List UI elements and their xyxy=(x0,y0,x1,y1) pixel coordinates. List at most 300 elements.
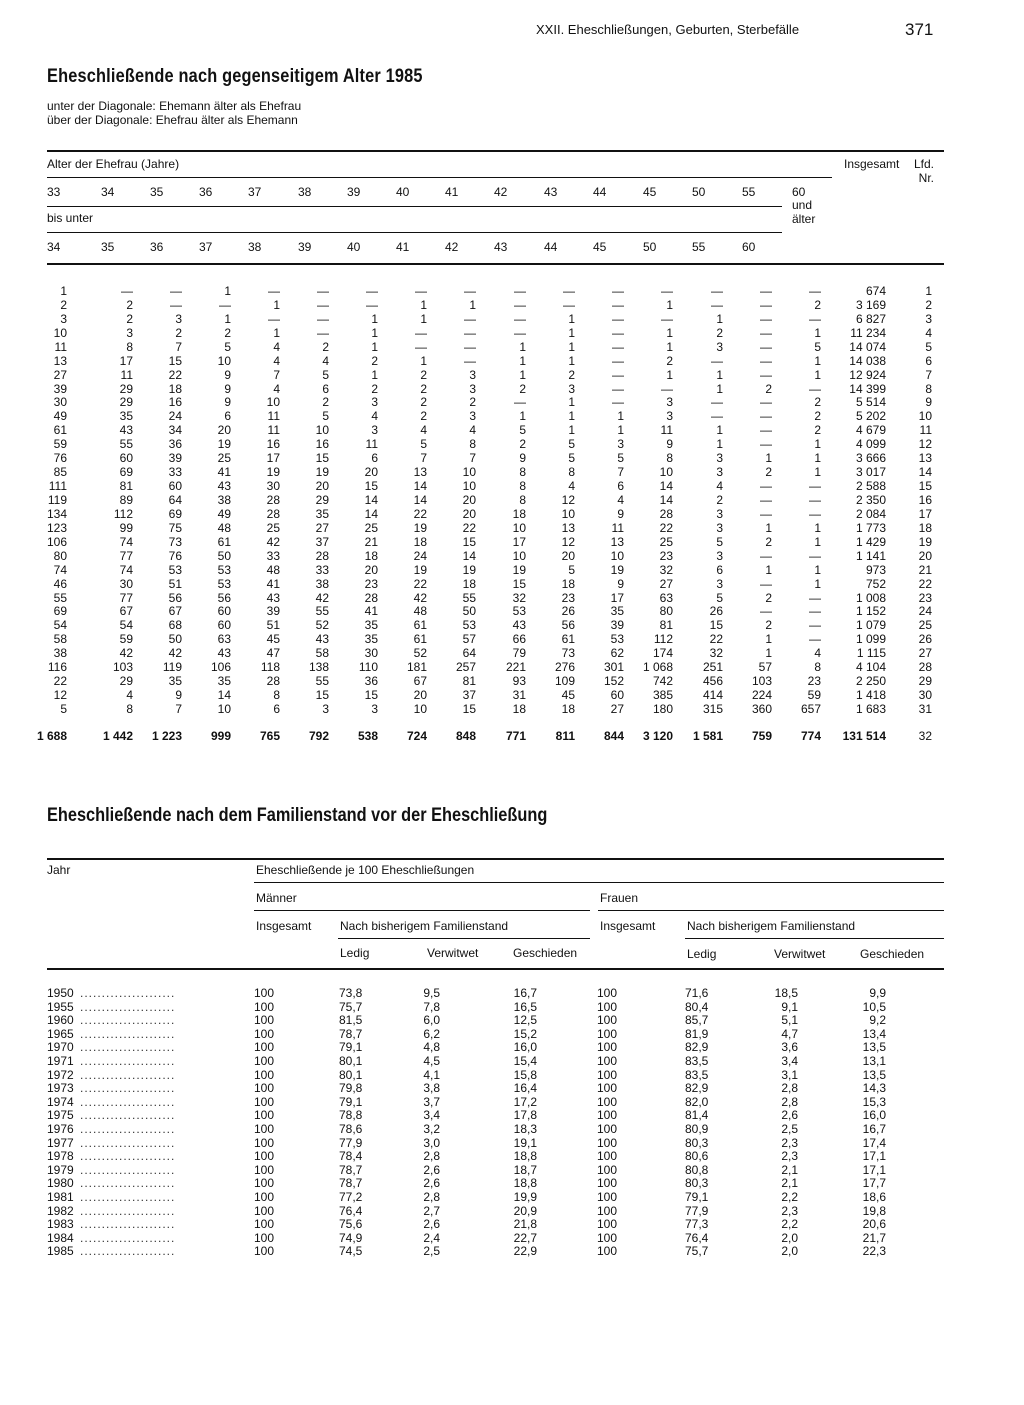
table2-cell: 80,1 xyxy=(339,1067,363,1082)
running-title: XXII. Eheschließungen, Geburten, Sterbefälle xyxy=(536,22,800,37)
table-cell: 181 xyxy=(406,660,427,675)
table-cell: — xyxy=(563,297,575,312)
table-cell: 4 xyxy=(617,492,624,507)
leader-dots: ...................... xyxy=(80,1190,176,1204)
table-cell: 23 xyxy=(364,576,378,591)
table-cell: — xyxy=(514,297,526,312)
table-cell: 1 xyxy=(716,437,723,452)
table-cell: 17 xyxy=(266,451,280,466)
t2-header-m-geschieden: Geschieden xyxy=(513,946,578,960)
table-cell: 43 xyxy=(217,646,231,661)
leader-dots: ...................... xyxy=(80,1108,176,1123)
table2-cell: 2,3 xyxy=(781,1203,798,1218)
table2-cell: 2,1 xyxy=(781,1176,798,1191)
table-cell: 2 xyxy=(765,381,772,396)
table-cell: 42 xyxy=(119,646,133,661)
table2-cell: 100 xyxy=(597,1067,618,1082)
table-cell: 24 xyxy=(168,409,182,424)
table-cell: 32 xyxy=(512,590,526,605)
table-cell: 61 xyxy=(561,632,575,647)
table-cell: 5 xyxy=(814,339,821,354)
table-cell: 10 xyxy=(512,548,526,563)
t2-header-m-ledig: Ledig xyxy=(340,946,370,960)
table-cell: 28 xyxy=(315,548,329,563)
table2-cell: 20,6 xyxy=(862,1217,886,1232)
table-row xyxy=(0,618,1024,632)
table-cell: 47 xyxy=(266,646,280,661)
table-cell: 1 xyxy=(568,353,575,368)
table-cell: 4 xyxy=(469,423,476,438)
table-cell: 69 xyxy=(168,506,182,521)
table-cell: — xyxy=(760,353,772,368)
table-cell: 257 xyxy=(455,660,476,675)
table-cell: 42 xyxy=(315,590,329,605)
table-cell: 20 xyxy=(364,465,378,480)
table2-cell: 100 xyxy=(597,1135,618,1150)
table-cell: 4 xyxy=(322,353,329,368)
table-cell: 1 xyxy=(765,646,772,661)
table-cell: 43 xyxy=(266,590,280,605)
table-cell: 11 xyxy=(54,339,67,354)
total-cell: 765 xyxy=(259,729,280,743)
table2-cell: 100 xyxy=(597,1190,618,1204)
table-row xyxy=(0,340,1024,354)
table-cell: — xyxy=(415,284,427,298)
leader-dots: ...................... xyxy=(80,1067,176,1082)
total-cell: 1 223 xyxy=(151,729,182,743)
table-cell: 2 xyxy=(814,297,821,312)
year-cell: 1960 xyxy=(47,1013,74,1028)
table-cell: 5 xyxy=(716,534,723,549)
year-cell: 1981 xyxy=(47,1190,74,1204)
table-cell: 2 xyxy=(519,381,526,396)
total-cell: 792 xyxy=(308,729,329,743)
t2-header-jahr: Jahr xyxy=(47,863,71,877)
table-cell: 1 xyxy=(519,409,526,424)
table-cell: 50 xyxy=(168,632,182,647)
table-cell: 39 xyxy=(610,618,624,633)
table-cell: — xyxy=(661,284,673,298)
table2-cell: 100 xyxy=(597,1217,618,1232)
table2-cell: 76,4 xyxy=(685,1230,709,1245)
table-cell: — xyxy=(366,284,378,298)
table2-cell: 100 xyxy=(254,1026,275,1041)
table-cell: 9 xyxy=(175,688,182,702)
table-cell: 8 xyxy=(469,437,476,452)
table-cell: 1 xyxy=(420,311,427,326)
table-cell: 60 xyxy=(217,618,231,633)
table-cell: 1 xyxy=(765,520,772,535)
header-to-60: 60 xyxy=(742,240,756,254)
row-total: 674 xyxy=(865,284,886,298)
table2-cell: 79,8 xyxy=(339,1081,363,1096)
table-row xyxy=(0,521,1024,535)
table-cell: 8 xyxy=(126,701,133,716)
leader-dots: ...................... xyxy=(80,1149,176,1164)
table-cell: 59 xyxy=(119,632,133,647)
table2-row xyxy=(0,1013,1024,1027)
table-cell: 3 xyxy=(716,506,723,521)
table2-cell: 2,0 xyxy=(781,1244,798,1259)
table-cell: — xyxy=(760,479,772,493)
table-row xyxy=(0,284,1024,298)
table-cell: 81 xyxy=(462,674,476,688)
table-cell: — xyxy=(760,409,772,424)
table-cell: 1 xyxy=(666,339,673,354)
table-cell: 1 xyxy=(716,311,723,326)
table-cell: 1 xyxy=(814,437,821,452)
table-cell: 43 xyxy=(217,479,231,493)
table2-cell: 3,6 xyxy=(781,1040,798,1055)
table-cell: 10 xyxy=(512,520,526,535)
header-to-38: 38 xyxy=(248,240,262,254)
row-total: 1 429 xyxy=(855,534,886,549)
table2-cell: 100 xyxy=(254,986,275,1000)
table-cell: 2 xyxy=(322,395,329,410)
table-cell: 11 xyxy=(120,367,133,382)
header-to-34: 34 xyxy=(47,240,61,254)
table-cell: 74 xyxy=(119,534,133,549)
table-cell: 14 xyxy=(462,548,476,563)
table-cell: 13 xyxy=(561,520,575,535)
table-row xyxy=(0,423,1024,437)
leader-dots: ...................... xyxy=(80,999,176,1014)
table2-cell: 2,3 xyxy=(781,1135,798,1150)
table-cell: 3 xyxy=(371,395,378,410)
header-to-42: 42 xyxy=(445,240,459,254)
table-cell: 13 xyxy=(610,534,624,549)
table-cell: 60 xyxy=(119,451,133,466)
table2-cell: 100 xyxy=(254,1217,275,1232)
table-cell: — xyxy=(514,395,526,410)
table2-cell: 9,1 xyxy=(781,999,798,1014)
row-total: 5 514 xyxy=(855,395,886,410)
table2-row xyxy=(0,1204,1024,1218)
table2-row xyxy=(0,1027,1024,1041)
table-cell: 103 xyxy=(112,660,133,675)
table2-cell: 13,5 xyxy=(862,1040,886,1055)
table-cell: — xyxy=(464,284,476,298)
table-cell: 2 xyxy=(371,381,378,396)
table-cell: 3 xyxy=(371,701,378,716)
table-cell: 73 xyxy=(561,646,575,661)
table2-cell: 18,7 xyxy=(513,1162,537,1177)
leader-dots: ...................... xyxy=(80,1203,176,1218)
table2-cell: 4,5 xyxy=(423,1054,440,1068)
table-row xyxy=(0,674,1024,688)
table-cell: 67 xyxy=(413,674,427,688)
table2-cell: 100 xyxy=(254,1122,275,1136)
table-cell: 16 xyxy=(315,437,329,452)
header-from-37: 37 xyxy=(248,185,262,199)
table2-cell: 81,9 xyxy=(685,1026,709,1041)
table2-row xyxy=(0,1095,1024,1109)
total-cell: 848 xyxy=(455,729,476,743)
table-cell: 3 xyxy=(716,339,723,354)
table-cell: 32 xyxy=(709,646,723,661)
table-cell: 22 xyxy=(168,367,182,382)
table-cell: 1 xyxy=(716,423,723,438)
table-cell: — xyxy=(317,297,329,312)
table-cell: — xyxy=(514,325,526,340)
table2-cell: 10,5 xyxy=(862,999,886,1014)
table-cell: 5 xyxy=(224,339,231,354)
table-cell: 3 xyxy=(322,701,329,716)
row-number: 30 xyxy=(918,688,932,702)
table2-cell: 22,9 xyxy=(513,1244,537,1259)
table-cell: 28 xyxy=(266,506,280,521)
table-cell: 1 xyxy=(814,465,821,480)
row-number: 23 xyxy=(918,590,932,605)
table-cell: 2 xyxy=(666,353,673,368)
year-cell: 1950 xyxy=(47,986,74,1000)
leader-dots: ...................... xyxy=(80,1162,176,1177)
header-from-39: 39 xyxy=(347,185,361,199)
table2-cell: 19,8 xyxy=(862,1203,886,1218)
table-cell: 20 xyxy=(561,548,575,563)
table-cell: 3 xyxy=(716,465,723,480)
table2-cell: 13,1 xyxy=(862,1054,886,1068)
table-cell: 2 xyxy=(126,311,133,326)
table-cell: 17 xyxy=(512,534,526,549)
table2-cell: 2,8 xyxy=(423,1190,440,1204)
leader-dots: ...................... xyxy=(80,1135,176,1150)
table-cell: 1 xyxy=(519,353,526,368)
row-total: 1 141 xyxy=(855,548,886,563)
table2-cell: 2,8 xyxy=(781,1081,798,1096)
table-cell: 15 xyxy=(168,353,182,368)
table-cell: 28 xyxy=(659,506,673,521)
t2-header-f-geschieden: Geschieden xyxy=(860,947,925,961)
table-cell: 15 xyxy=(315,688,329,702)
t2-header-m-insgesamt: Insgesamt xyxy=(256,919,312,933)
table-cell: 38 xyxy=(315,576,329,591)
table2-cell: 85,7 xyxy=(685,1013,709,1028)
table-cell: 385 xyxy=(652,688,673,702)
table-cell: — xyxy=(760,604,772,619)
table2-cell: 3,2 xyxy=(423,1122,440,1136)
table-cell: 18 xyxy=(364,548,378,563)
table2-cell: 100 xyxy=(597,1244,618,1259)
table-cell: 80 xyxy=(53,548,67,563)
table-cell: 15 xyxy=(462,534,476,549)
table-cell: 75 xyxy=(168,520,182,535)
table2-cell: 16,7 xyxy=(513,986,537,1000)
table-cell: 24 xyxy=(413,548,427,563)
table-row xyxy=(0,354,1024,368)
leader-dots: ...................... xyxy=(80,1040,176,1055)
table2-cell: 2,2 xyxy=(781,1190,798,1204)
table-cell: 1 xyxy=(568,339,575,354)
table-cell: 19 xyxy=(217,437,231,452)
table-row xyxy=(0,409,1024,423)
table2-cell: 6,2 xyxy=(423,1026,440,1041)
table-cell: — xyxy=(760,576,772,591)
table-cell: 15 xyxy=(315,451,329,466)
table-cell: — xyxy=(760,297,772,312)
table-cell: 1 xyxy=(814,520,821,535)
table-cell: 46 xyxy=(53,576,67,591)
header-from-55: 55 xyxy=(742,185,756,199)
table2-cell: 16,5 xyxy=(513,999,537,1014)
table2-cell: 18,8 xyxy=(513,1176,537,1191)
table2-cell: 100 xyxy=(597,1081,618,1096)
table-cell: 55 xyxy=(315,604,329,619)
table-cell: 456 xyxy=(702,674,723,688)
table2-cell: 100 xyxy=(597,1108,618,1123)
table-cell: 3 xyxy=(126,325,133,340)
table-cell: 61 xyxy=(53,423,67,438)
table-cell: 4 xyxy=(568,479,575,493)
year-cell: 1982 xyxy=(47,1203,74,1218)
table-cell: 49 xyxy=(53,409,67,424)
table-cell: — xyxy=(711,284,723,298)
table2-cell: 100 xyxy=(254,1190,275,1204)
table2-cell: 81,5 xyxy=(339,1013,363,1028)
table-cell: 19 xyxy=(413,562,427,577)
header-from-38: 38 xyxy=(298,185,312,199)
table-cell: 56 xyxy=(217,590,231,605)
row-number: 27 xyxy=(918,646,932,661)
table-row xyxy=(0,395,1024,409)
row-number: 6 xyxy=(925,353,932,368)
table2-cell: 15,8 xyxy=(513,1067,537,1082)
table-row xyxy=(0,312,1024,326)
row-number: 5 xyxy=(925,339,932,354)
table-cell: 2 xyxy=(126,297,133,312)
table-cell: 58 xyxy=(315,646,329,661)
table2-cell: 100 xyxy=(254,1067,275,1082)
table-cell: 17 xyxy=(610,590,624,605)
table-row xyxy=(0,465,1024,479)
row-number: 8 xyxy=(925,381,932,396)
table-cell: 8 xyxy=(519,479,526,493)
table-cell: 64 xyxy=(462,646,476,661)
table-cell: 119 xyxy=(162,660,182,675)
table-cell: 56 xyxy=(561,618,575,633)
row-total: 6 827 xyxy=(855,311,886,326)
table-cell: 11 xyxy=(660,423,673,438)
table2-cell: 100 xyxy=(254,1135,275,1150)
table-cell: 19 xyxy=(610,562,624,577)
table-cell: 13 xyxy=(413,465,427,480)
header-to-45: 45 xyxy=(593,240,607,254)
table-cell: 8 xyxy=(666,451,673,466)
table-cell: 10 xyxy=(462,479,476,493)
table-cell: — xyxy=(760,506,772,521)
table-cell: 80 xyxy=(659,604,673,619)
table-cell: 60 xyxy=(610,688,624,702)
table2-cell: 100 xyxy=(597,1094,618,1109)
t2-header-frauen: Frauen xyxy=(600,891,639,905)
table-cell: 19 xyxy=(266,465,280,480)
table2-row xyxy=(0,1054,1024,1068)
header-from-44: 44 xyxy=(593,185,607,199)
table-cell: 4 xyxy=(371,409,378,424)
table-cell: 1 xyxy=(224,311,231,326)
table-cell: 81 xyxy=(119,479,133,493)
table2-cell: 78,8 xyxy=(339,1108,363,1123)
table2-cell: 74,9 xyxy=(339,1230,363,1245)
table-cell: — xyxy=(514,284,526,298)
table-cell: 32 xyxy=(659,562,673,577)
table2-cell: 78,6 xyxy=(339,1122,363,1136)
table-cell: 15 xyxy=(364,479,378,493)
table-cell: 4 xyxy=(814,646,821,661)
table2-cell: 4,1 xyxy=(423,1067,440,1082)
row-number: 12 xyxy=(918,437,932,452)
table-cell: 14 xyxy=(364,506,378,521)
row-number: 16 xyxy=(918,492,932,507)
table-cell: — xyxy=(809,590,821,605)
total-cell: 999 xyxy=(210,729,231,743)
row-number: 1 xyxy=(925,284,932,298)
total-cell: 1 688 xyxy=(36,729,67,743)
leader-dots: ...................... xyxy=(80,1230,176,1245)
table-cell: 5 xyxy=(568,451,575,466)
table-cell: 9 xyxy=(617,576,624,591)
table-cell: 36 xyxy=(168,437,182,452)
table2-row xyxy=(0,1176,1024,1190)
table-cell: — xyxy=(809,311,821,326)
total-cell: 131 514 xyxy=(842,729,886,743)
table-cell: 25 xyxy=(659,534,673,549)
table-cell: 4 xyxy=(273,353,280,368)
table-cell: 11 xyxy=(267,409,280,424)
header-to-50: 50 xyxy=(643,240,657,254)
table2-row xyxy=(0,1163,1024,1177)
table-cell: 17 xyxy=(119,353,133,368)
table-cell: 1 xyxy=(814,534,821,549)
table2-cell: 100 xyxy=(597,1013,618,1028)
table-cell: 15 xyxy=(709,618,723,633)
year-cell: 1972 xyxy=(47,1067,74,1082)
table-cell: 69 xyxy=(119,465,133,480)
table-cell: 2 xyxy=(469,395,476,410)
table-cell: — xyxy=(612,353,624,368)
table-cell: 118 xyxy=(260,660,280,675)
table2-cell: 83,5 xyxy=(685,1054,709,1068)
table-cell: 1 xyxy=(371,367,378,382)
table2-cell: 100 xyxy=(597,999,618,1014)
table-cell: — xyxy=(612,339,624,354)
row-number: 11 xyxy=(919,423,932,438)
table-cell: 7 xyxy=(273,367,280,382)
rule-top xyxy=(47,150,944,152)
table2-cell: 100 xyxy=(254,1013,275,1028)
table2-cell: 78,7 xyxy=(339,1162,363,1177)
header-lfd-nr: Lfd. Nr. xyxy=(913,157,934,185)
total-cell: 724 xyxy=(406,729,427,743)
row-total: 5 202 xyxy=(855,409,886,424)
t2-header-m-verwitwet: Verwitwet xyxy=(427,946,479,960)
leader-dots: ...................... xyxy=(80,1081,176,1096)
table-cell: 26 xyxy=(709,604,723,619)
table-cell: 28 xyxy=(266,492,280,507)
table-cell: 1 xyxy=(765,632,772,647)
table-cell: 5 xyxy=(716,590,723,605)
table-cell: 35 xyxy=(610,604,624,619)
table-cell: 13 xyxy=(53,353,67,368)
table-cell: 8 xyxy=(126,339,133,354)
table-cell: 1 xyxy=(617,423,624,438)
year-cell: 1983 xyxy=(47,1217,74,1232)
table2-row xyxy=(0,1081,1024,1095)
table-cell: 180 xyxy=(652,701,673,716)
table2-cell: 78,7 xyxy=(339,1176,363,1191)
table-cell: 4 xyxy=(273,339,280,354)
table2-cell: 83,5 xyxy=(685,1067,709,1082)
